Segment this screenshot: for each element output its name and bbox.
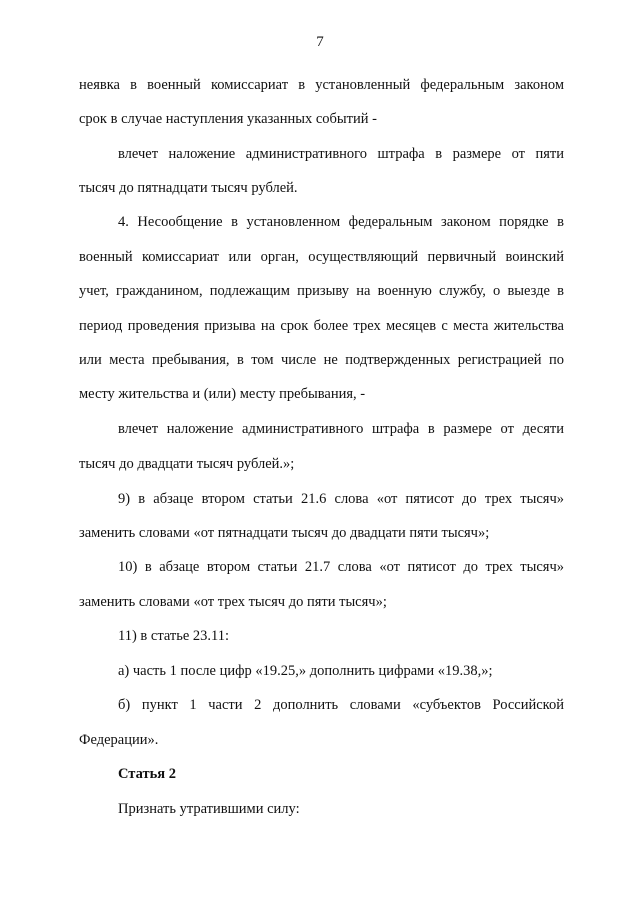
text-line: 4. Несообщение в установленном федеральным законом порядке в — [118, 214, 564, 230]
text-line: Признать утратившими силу: — [118, 801, 300, 817]
text-line: 10) в абзаце втором статьи 21.7 слова «от пятисот до трех тысяч» — [118, 559, 564, 575]
text-line: срок в случае наступления указанных событий - — [79, 111, 377, 127]
text-line: тысяч до пятнадцати тысяч рублей. — [79, 180, 298, 196]
text-line: Федерации». — [79, 732, 159, 748]
text-line: период проведения призыва на срок более трех месяцев с места жительства — [79, 318, 564, 334]
text-line: учет, гражданином, подлежащим призыву на военную службу, о выезде в — [79, 283, 564, 299]
text-line: неявка в военный комиссариат в установленный федеральным законом — [79, 77, 564, 93]
text-line: влечет наложение административного штрафа в размере от десяти — [118, 421, 564, 437]
text-line: военный комиссариат или орган, осуществляющий первичный воинский — [79, 249, 564, 265]
text-line: 9) в абзаце втором статьи 21.6 слова «от пятисот до трех тысяч» — [118, 491, 564, 507]
text-line: месту жительства и (или) месту пребывания, - — [79, 386, 366, 402]
text-line: 11) в статье 23.11: — [118, 628, 230, 644]
text-line: б) пункт 1 части 2 дополнить словами «субъектов Российской — [118, 697, 564, 713]
text-line: а) часть 1 после цифр «19.25,» дополнить цифрами «19.38,»; — [118, 663, 493, 679]
page-number: 7 — [316, 34, 324, 50]
text-line: влечет наложение административного штрафа в размере от пяти — [118, 146, 564, 162]
text-line: тысяч до двадцати тысяч рублей.»; — [79, 456, 295, 472]
text-line: заменить словами «от пятнадцати тысяч до двадцати пяти тысяч»; — [79, 525, 490, 541]
article-heading: Статья 2 — [118, 766, 176, 782]
text-line: заменить словами «от трех тысяч до пяти тысяч»; — [79, 594, 387, 610]
text-line: или места пребывания, в том числе не подтвержденных регистрацией по — [79, 352, 564, 368]
